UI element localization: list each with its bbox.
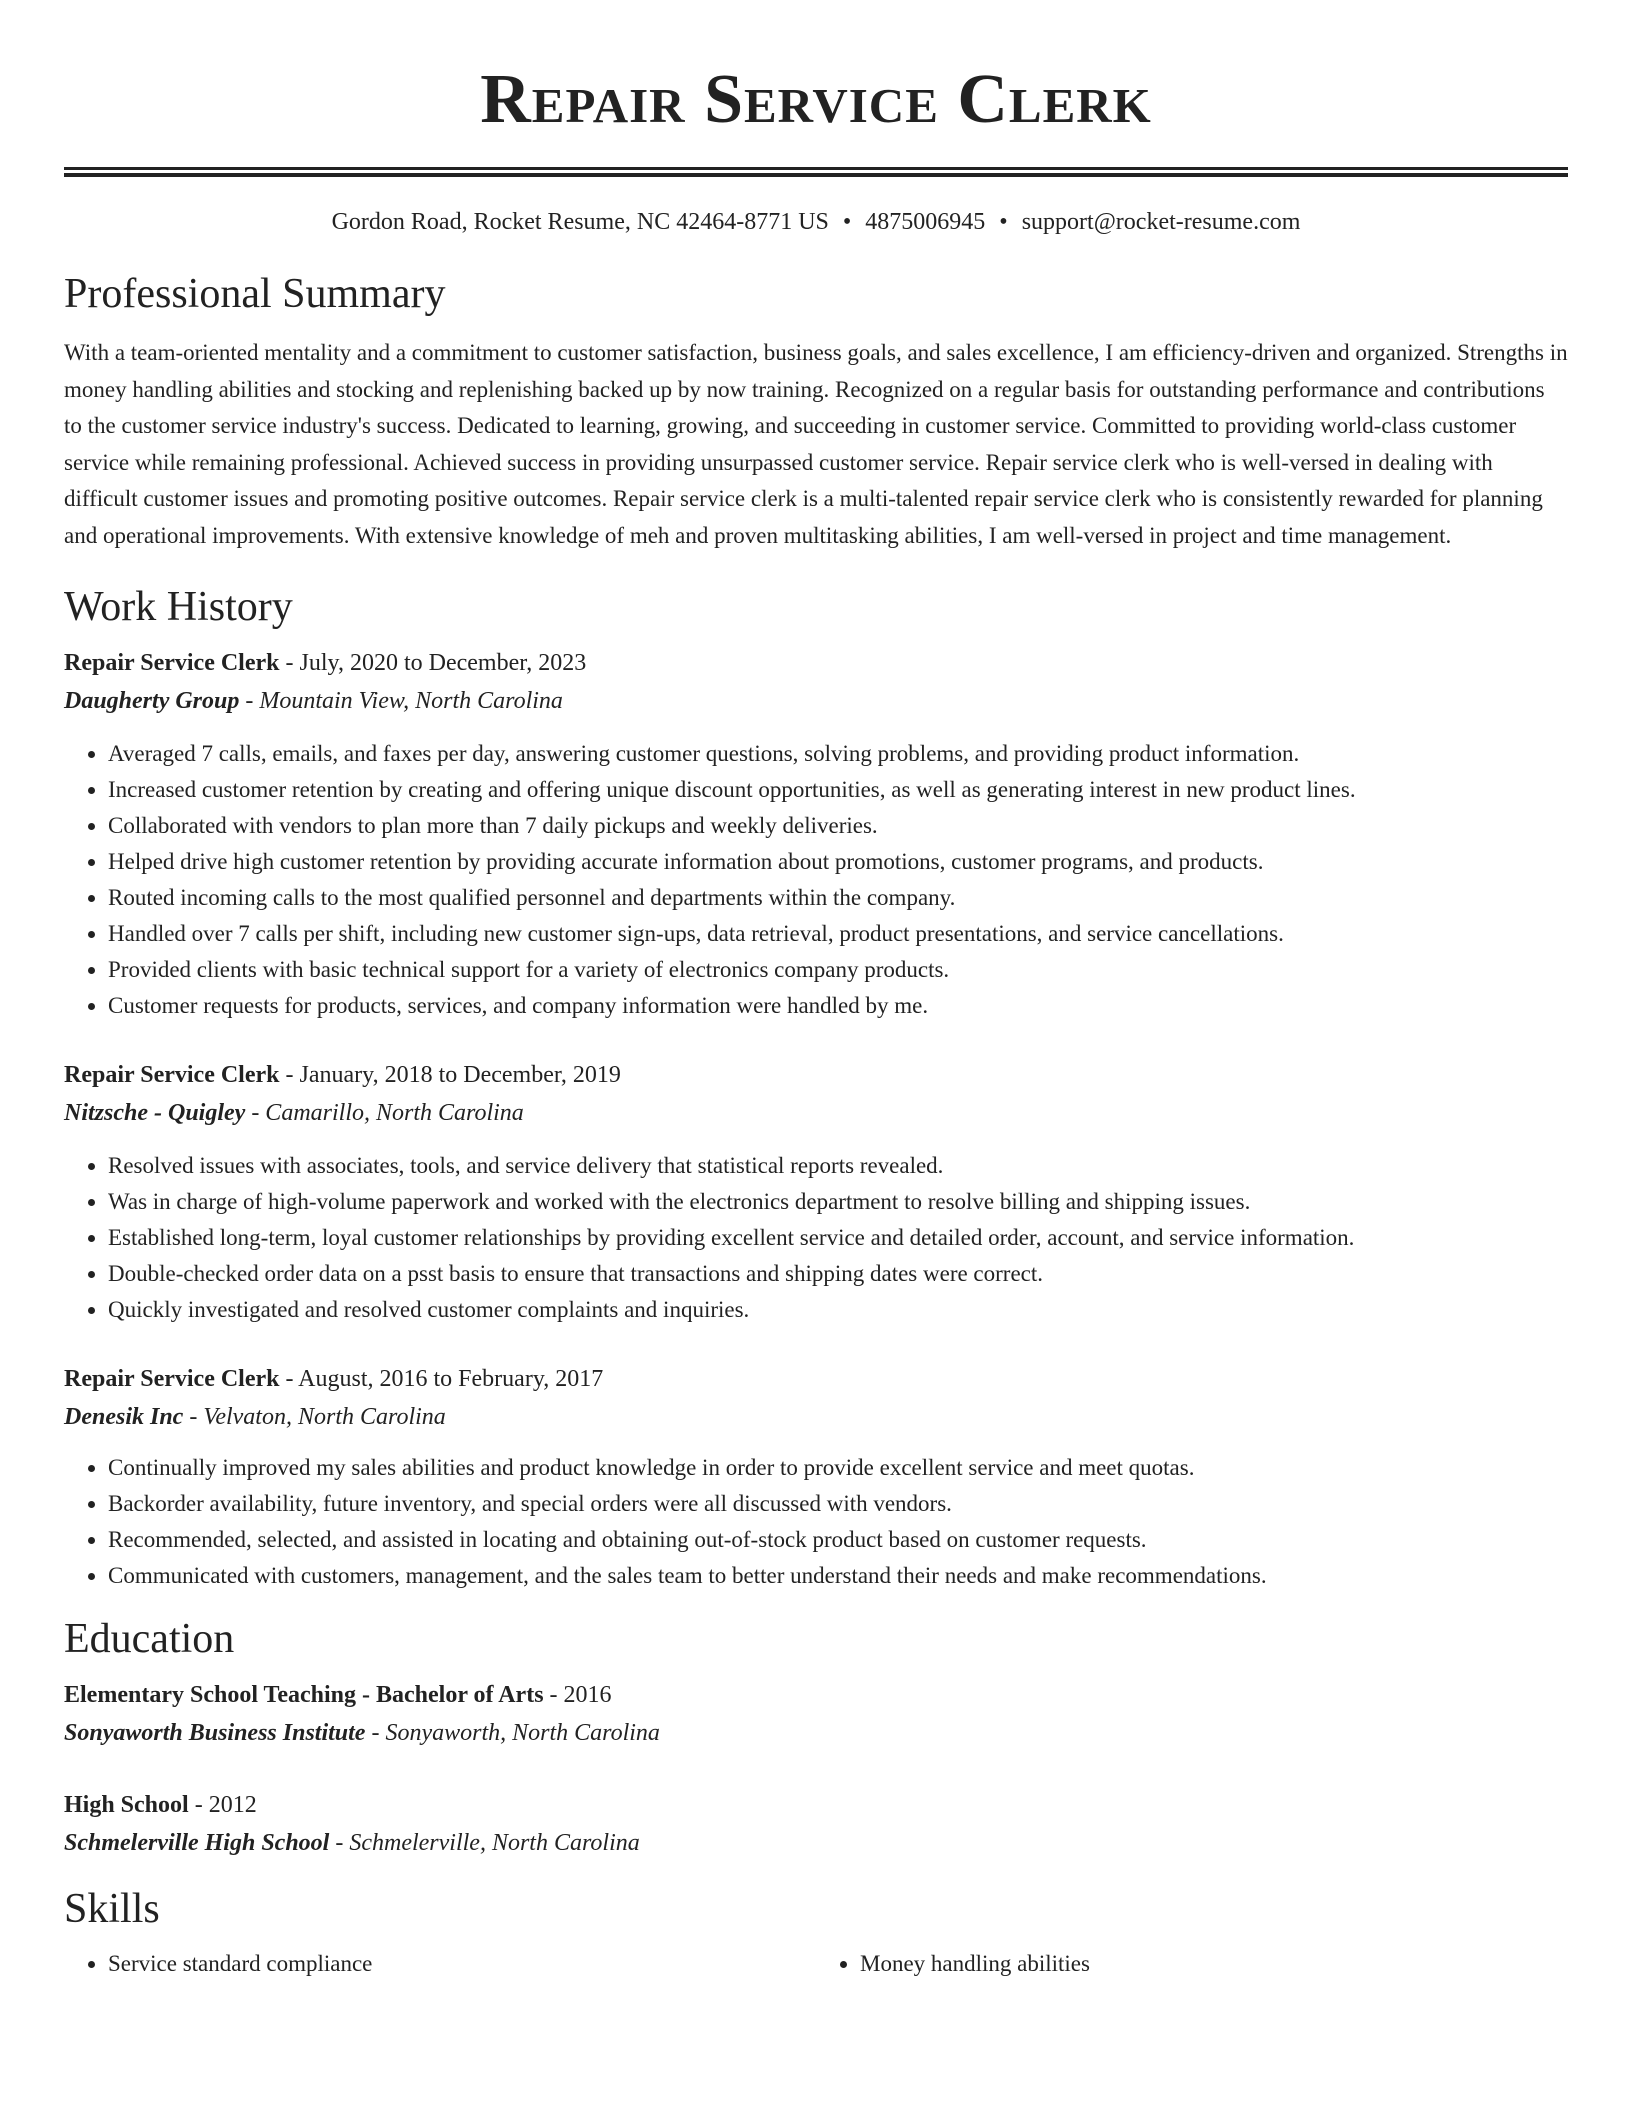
job-dates: - August, 2016 to February, 2017 [279, 1366, 604, 1392]
job-location: - Mountain View, North Carolina [239, 688, 563, 714]
education-school: Schmelerville High School [64, 1830, 330, 1856]
contact-email: support@rocket-resume.com [1021, 209, 1301, 235]
job-bullets [64, 736, 1568, 1024]
job-bullets [64, 1450, 1568, 1594]
list-item: • Helped drive high customer retention by providing accurate information about promotions, customer programs, and products. [108, 844, 1568, 880]
work-history-section [64, 582, 1568, 1594]
education-year: - 2016 [543, 1682, 612, 1708]
job-company: Daugherty Group [64, 688, 240, 714]
education-section [64, 1614, 1568, 1862]
job-company-line [64, 682, 1568, 720]
list-item: • Resolved issues with associates, tools, and service delivery that statistical reports revealed. [108, 1148, 1568, 1184]
skills-columns [64, 1946, 1568, 1982]
education-school-line [64, 1824, 1568, 1862]
summary-section [64, 269, 1568, 554]
section-title-summary: Professional Summary [64, 271, 446, 317]
skills-list-left [64, 1946, 816, 1982]
list-item: • Averaged 7 calls, emails, and faxes per day, answering customer questions, solving problems, and providing product information. [108, 736, 1568, 772]
job-location: - Velvaton, North Carolina [183, 1404, 446, 1430]
job-title-line [64, 644, 1568, 682]
job-bullets [64, 1148, 1568, 1328]
list-item: • Communicated with customers, management, and the sales team to better understand their needs and make recommendations. [108, 1558, 1568, 1594]
job-role: Repair Service Clerk [64, 650, 280, 676]
list-item: • Established long-term, loyal customer relationships by providing excellent service and detailed order, account, and service information. [108, 1220, 1568, 1256]
skills-section [64, 1884, 1568, 1982]
list-item: • Double-checked order data on a psst basis to ensure that transactions and shipping dates were correct. [108, 1256, 1568, 1292]
job-location: - Camarillo, North Carolina [245, 1100, 524, 1126]
contact-address: Gordon Road, Rocket Resume, NC 42464-8771 US [331, 209, 829, 235]
education-degree-line [64, 1786, 1568, 1824]
education-degree: Elementary School Teaching - Bachelor of Arts [64, 1682, 544, 1708]
list-item: • Customer requests for products, services, and company information were handled by me. [108, 988, 1568, 1024]
job-role: Repair Service Clerk [64, 1062, 280, 1088]
list-item: • Quickly investigated and resolved customer complaints and inquiries. [108, 1292, 1568, 1328]
contact-phone: 4875006945 [865, 209, 986, 235]
education-degree-line [64, 1676, 1568, 1714]
job-company: Denesik Inc [64, 1404, 184, 1430]
candidate-name: Repair Service Clerk [480, 61, 1152, 138]
summary-text: With a team-oriented mentality and a commitment to customer satisfaction, business goals, and sales excellence, I am efficiency-driven and organized. Strengths in money handling abilities and stocking and replenishing backed up by now training. Recognized on a regular basis for outstanding performance and contributions to the customer service industry's success. Dedicated to learning, growing, and succeeding in customer service. Committed to providing world-class customer service while remaining professional. Achieved success in providing unsurpassed customer service. Repair service clerk who is well-versed in dealing with difficult customer issues and promoting positive outcomes. Repair service clerk is a multi-talented repair service clerk who is consistently rewarded for planning and operational improvements. With extensive knowledge of meh and proven multitasking abilities, I am well-versed in project and time management. [64, 340, 1568, 548]
section-title-work-history: Work History [64, 584, 293, 630]
job-title-line [64, 1360, 1568, 1398]
skill-item: • Money handling abilities [860, 1946, 1568, 1982]
job-title-line [64, 1056, 1568, 1094]
list-item: • Was in charge of high-volume paperwork and worked with the electronics department to resolve billing and shipping issues. [108, 1184, 1568, 1220]
skill-item: • Service standard compliance [108, 1946, 816, 1982]
job-company: Nitzsche - Quigley [64, 1100, 246, 1126]
contact-line [64, 207, 1568, 237]
header-divider [64, 167, 1568, 177]
list-item: • Collaborated with vendors to plan more than 7 daily pickups and weekly deliveries. [108, 808, 1568, 844]
job-role: Repair Service Clerk [64, 1366, 280, 1392]
list-item: • Increased customer retention by creating and offering unique discount opportunities, as well as generating interest in new product lines. [108, 772, 1568, 808]
list-item: • Provided clients with basic technical support for a variety of electronics company products. [108, 952, 1568, 988]
list-item: • Backorder availability, future inventory, and special orders were all discussed with vendors. [108, 1486, 1568, 1522]
job-entry [64, 644, 1568, 1024]
list-item: • Continually improved my sales abilities and product knowledge in order to provide excellent service and meet quotas. [108, 1450, 1568, 1486]
bullet-separator: • [842, 209, 852, 235]
bullet-separator: • [999, 209, 1008, 235]
education-entry [64, 1786, 1568, 1862]
section-title-skills: Skills [64, 1886, 160, 1932]
job-dates: - July, 2020 to December, 2023 [279, 650, 587, 676]
education-degree: High School [64, 1792, 189, 1818]
education-location: - Schmelerville, North Carolina [329, 1830, 640, 1856]
list-item: • Routed incoming calls to the most qualified personnel and departments within the company. [108, 880, 1568, 916]
job-entry [64, 1056, 1568, 1328]
list-item: • Recommended, selected, and assisted in locating and obtaining out-of-stock product based on customer requests. [108, 1522, 1568, 1558]
education-school: Sonyaworth Business Institute [64, 1720, 366, 1746]
skills-list-right [816, 1946, 1568, 1982]
job-entry [64, 1360, 1568, 1594]
education-school-line [64, 1714, 1568, 1752]
education-location: - Sonyaworth, North Carolina [365, 1720, 660, 1746]
list-item: • Handled over 7 calls per shift, including new customer sign-ups, data retrieval, product presentations, and service cancellations. [108, 916, 1568, 952]
job-company-line [64, 1398, 1568, 1436]
job-dates: - January, 2018 to December, 2019 [279, 1062, 621, 1088]
education-entry [64, 1676, 1568, 1752]
education-year: - 2012 [188, 1792, 257, 1818]
job-company-line [64, 1094, 1568, 1132]
section-title-education: Education [64, 1616, 235, 1662]
